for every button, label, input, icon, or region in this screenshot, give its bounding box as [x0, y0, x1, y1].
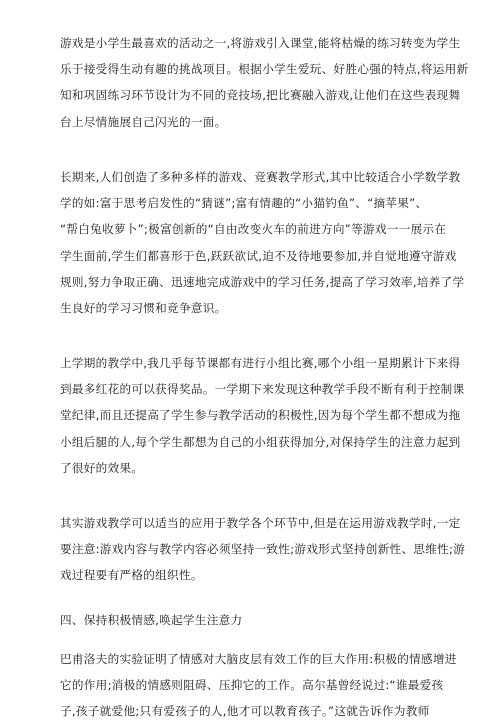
text-line: 堂纪律,而且还提高了学生参与教学活动的积极性,因为每个学生都不想成为拖 [60, 408, 461, 423]
text-line: 到最多红花的可以获得奖品。一学期下来发现这种教学手段不断有利于控制课 [60, 382, 465, 397]
text-line: 子,孩子就爱他;只有爱孩子的人,他才可以教育孩子。”这就告诉作为教师 [60, 704, 430, 719]
text-line: 要注意:游戏内容与教学内容必须坚持一致性;游戏形式坚持创新性、思维性;游 [60, 542, 466, 557]
section-heading: 四、保持积极情感,唤起学生注意力 [60, 613, 243, 627]
text-line: 长期来,人们创造了多种多样的游戏、竞赛教学形式,其中比较适合小学数学教 [60, 170, 461, 184]
text-line: 游戏是小学生最喜欢的活动之一,将游戏引入课堂,能将枯燥的练习转变为学生 [60, 36, 461, 50]
paragraph-game-principles [60, 510, 466, 589]
text-line: “帮白兔收萝卜”;极富创新的“自由改变火车的前进方向”等游戏一一展示在 [60, 222, 447, 237]
text-line: 学生面前,学生们都喜形于色,跃跃欲试,迫不及待地要参加,并自觉地遵守游戏 [60, 248, 457, 263]
text-line: 了很好的效果。 [60, 460, 144, 475]
text-line: 上学期的教学中,我几乎每节课都有进行小组比赛,哪个小组一星期累计下来得 [60, 356, 461, 370]
paragraph-games-intro [60, 30, 469, 135]
text-line: 知和巩固练习环节设计为不同的竞技场,把比赛融入游戏,让他们在这些表现舞 [60, 88, 461, 103]
text-line: 其实游戏教学可以适当的应用于教学各个环节中,但是在运用游戏教学时,一定 [60, 516, 461, 530]
text-line: 巴甫洛夫的实验证明了情感对大脑皮层有效工作的巨大作用:积极的情感增进 [60, 652, 457, 666]
text-line: 学的如:富于思考启发性的“猜谜”;富有情趣的“小猫钓鱼”、“摘苹果”、 [60, 196, 428, 211]
text-line: 生良好的学习习惯和竞争意识。 [60, 300, 227, 315]
text-line: 乐于接受得生动有趣的挑战项目。根据小学生爱玩、好胜心强的特点,将运用新 [60, 62, 469, 77]
text-line: 台上尽情施展自己闪光的一面。 [60, 114, 227, 129]
text-line: 它的作用;消极的情感则阻碍、压抑它的工作。高尔基曾经说过:“谁最爱孩 [60, 678, 444, 693]
paragraph-game-forms [60, 164, 465, 321]
text-line: 规则,努力争取正确、迅速地完成游戏中的学习任务,提高了学习效率,培养了学 [60, 274, 465, 289]
paragraph-positive-emotion [60, 646, 457, 725]
text-line: 戏过程要有严格的组织性。 [60, 568, 203, 583]
text-line: 小组后腿的人,每个学生都想为自己的小组获得加分,对保持学生的注意力起到 [60, 434, 461, 449]
paragraph-group-competition [60, 350, 465, 481]
